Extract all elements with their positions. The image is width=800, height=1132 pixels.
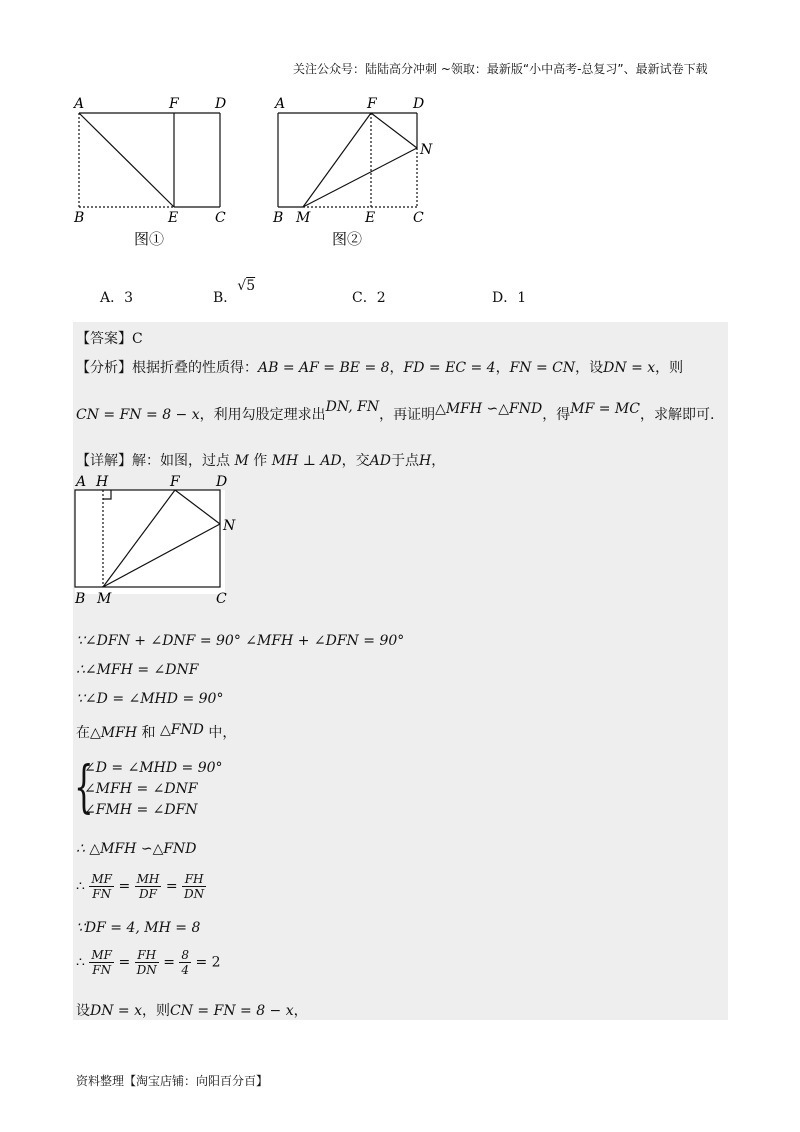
answer-line bbox=[76, 328, 143, 348]
step-8: ∴ $\frac{MF}{FN}$ = $\frac{FH}{DN}$ = $\frac{8}{4}$ = 2 bbox=[76, 948, 221, 977]
fig2-caption: 图② bbox=[332, 230, 363, 248]
fig3-label-b: B bbox=[75, 591, 86, 607]
fig2-label-n: N bbox=[420, 142, 433, 158]
fig3-label-c: C bbox=[216, 591, 227, 607]
fig3-label-a: A bbox=[76, 474, 87, 490]
fig2-label-m: M bbox=[296, 210, 311, 226]
fig1-label-f: F bbox=[169, 96, 179, 112]
answer-tag: 【答案】 bbox=[76, 331, 132, 347]
fig2-label-b: B bbox=[273, 210, 284, 226]
analysis-line-2: CN = FN = 8 − x，利用勾股定理求出DN, FN，再证明△MFH ∽△FND，得MF = MC，求解即可. bbox=[76, 399, 715, 423]
choice-b-prefix: B． bbox=[213, 290, 238, 306]
fig1-label-a: A bbox=[74, 96, 85, 112]
step-1: ∵∠DFN + ∠DNF = 90° ∠MFH + ∠DFN = 90° bbox=[76, 633, 405, 649]
figures-1-2 bbox=[70, 92, 440, 252]
fig3-label-h: H bbox=[96, 474, 109, 490]
fig1-caption: 图① bbox=[134, 230, 165, 248]
fig2-label-e: E bbox=[365, 210, 376, 226]
system-eq-2: ∠MFH = ∠DNF bbox=[84, 781, 198, 797]
page-footer: 资料整理【淘宝店铺：向阳百分百】 bbox=[76, 1074, 269, 1088]
detail-tag: 【详解】 bbox=[76, 453, 132, 469]
system-brace: { bbox=[74, 755, 94, 820]
fig3-label-n: N bbox=[223, 518, 236, 534]
choice-b bbox=[213, 278, 256, 307]
fig1-label-c: C bbox=[215, 210, 226, 226]
choice-b-radicand: 5 bbox=[246, 278, 256, 294]
figure-1 bbox=[79, 113, 220, 207]
step-4: 在△MFH 和 △FND 中， bbox=[76, 722, 237, 741]
step-7: ∵DF = 4, MH = 8 bbox=[76, 920, 201, 936]
analysis-tag: 【分析】 bbox=[76, 360, 132, 376]
choice-a: A．3 bbox=[100, 290, 134, 306]
page-header: 关注公众号：陆陆高分冲刺 ~领取：最新版“小中高考-总复习”、最新试卷下载 bbox=[293, 62, 708, 76]
step-5: ∴ △MFH ∽△FND bbox=[76, 841, 197, 857]
fig1-label-d: D bbox=[215, 96, 227, 112]
step-9: 设DN = x，则CN = FN = 8 − x， bbox=[76, 1003, 308, 1019]
figure-3 bbox=[72, 472, 242, 607]
analysis-line-1: 【分析】根据折叠的性质得：AB = AF = BE = 8，FD = EC = 4，FN = CN，设DN = x，则 bbox=[76, 360, 684, 376]
figure-2 bbox=[278, 113, 417, 207]
choice-d: D．1 bbox=[492, 290, 527, 306]
step-3: ∵∠D = ∠MHD = 90° bbox=[76, 691, 224, 707]
answer-value: C bbox=[132, 331, 143, 347]
sqrt-sign: √5 bbox=[237, 278, 256, 294]
step-2: ∴∠MFH = ∠DNF bbox=[76, 662, 199, 678]
fig2-label-d: D bbox=[413, 96, 425, 112]
choice-c: C．2 bbox=[352, 290, 386, 306]
fig3-label-m: M bbox=[97, 591, 112, 607]
fig2-label-c: C bbox=[413, 210, 424, 226]
system-eq-1: ∠D = ∠MHD = 90° bbox=[84, 760, 223, 776]
fig2-label-a: A bbox=[275, 96, 286, 112]
fig1-label-e: E bbox=[168, 210, 179, 226]
system-eq-3: ∠FMH = ∠DFN bbox=[84, 802, 198, 818]
step-6: ∴ $\frac{MF}{FN}$ = $\frac{MH}{DF}$ = $\frac{FH}{DN}$ bbox=[76, 872, 205, 901]
detail-line: 【详解】解：如图，过点 M 作 MH ⊥ AD，交AD于点H， bbox=[76, 453, 446, 469]
fig3-label-f: F bbox=[170, 474, 180, 490]
fig3-label-d: D bbox=[216, 474, 228, 490]
fig2-label-f: F bbox=[367, 96, 377, 112]
fig1-label-b: B bbox=[74, 210, 85, 226]
